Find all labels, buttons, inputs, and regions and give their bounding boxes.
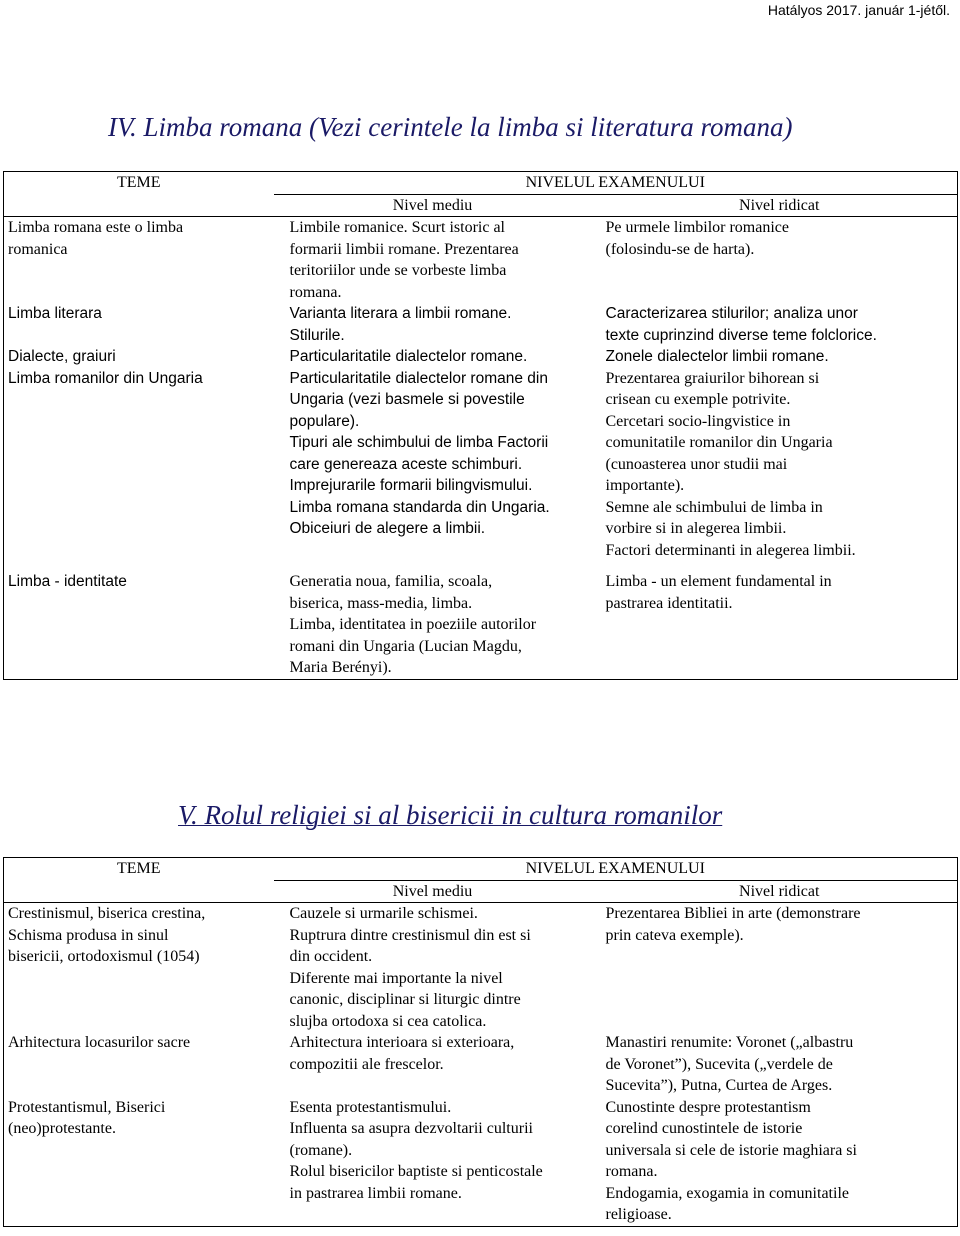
section-4-table (3, 171, 958, 680)
cell-line: Zonele dialectelor limbii romane. (605, 348, 829, 365)
col-header-themes: TEME (4, 172, 274, 195)
row-high (592, 346, 958, 368)
header-validity-note: Hatályos 2017. január 1-jétől. (767, 2, 950, 18)
cell-line: in pastrarea limbii romane. (289, 1184, 462, 1202)
cell-line: Tipuri ale schimbului de limba Factorii (289, 434, 549, 451)
col-header-themes: TEME (4, 858, 274, 881)
cell-line: Limba romana este o limba (8, 219, 184, 236)
cell-line: Manastiri renumite: Voronet („albastru (605, 1034, 854, 1051)
row-theme (4, 903, 274, 1033)
cell-line: Prezentarea Bibliei in arte (demonstrare (605, 905, 861, 922)
cell-line: Ungaria (vezi basmele si povestile (289, 391, 525, 408)
col-header-exam-level: NIVELUL EXAMENULUI (274, 858, 958, 881)
cell-line: Schisma produsa in sinul (8, 926, 169, 944)
cell-line: compozitii ale frescelor. (289, 1055, 444, 1073)
row-theme (4, 1097, 274, 1227)
cell-line: Obiceiuri de alegere a limbii. (289, 520, 486, 537)
cell-line: Limba - un element fundamental in (605, 573, 832, 590)
col-header-medium: Nivel mediu (274, 880, 592, 903)
row-medium (274, 346, 592, 368)
cell-line: slujba ortodoxa si cea catolica. (289, 1012, 487, 1030)
cell-line: Cauzele si urmarile schismei. (289, 905, 478, 922)
cell-line: Particularitatile dialectelor romane. (289, 348, 528, 365)
table-subheader-row (4, 194, 958, 217)
row-theme (4, 303, 274, 346)
cell-line: Prezentarea graiurilor bihorean si (605, 369, 820, 387)
cell-line: religioase. (605, 1206, 672, 1223)
cell-line: Arhitectura locasurilor sacre (8, 1034, 191, 1051)
cell-line: romana. (605, 1163, 658, 1180)
table-row (4, 346, 958, 368)
col-header-high: Nivel ridicat (592, 880, 958, 903)
table-row (4, 1097, 958, 1227)
row-medium (274, 1032, 592, 1097)
cell-line: Pe urmele limbilor romanice (605, 219, 789, 236)
cell-line: Limba literara (8, 305, 102, 322)
cell-line: Cercetari socio-lingvistice in (605, 412, 791, 430)
cell-line: Limba romanilor din Ungaria (8, 369, 203, 387)
section-5-table (3, 857, 958, 1227)
row-medium (274, 571, 592, 679)
cell-line: universala si cele de istorie maghiara si (605, 1141, 857, 1159)
section-4-title: IV. Limba romana (Vezi cerintele la limba si literatura romana) (108, 112, 793, 142)
table-row (4, 1032, 958, 1097)
cell-line: Limba romana standarda din Ungaria. (289, 498, 550, 516)
row-theme (4, 571, 274, 679)
cell-line: (neo)protestante. (8, 1120, 116, 1137)
table-row (4, 903, 958, 1033)
section-5-title: V. Rolul religiei si al bisericii in cultura romanilor (178, 800, 723, 830)
cell-line: formarii limbii romane. Prezentarea (289, 240, 519, 258)
cell-line: vorbire si in alegerea limbii. (605, 520, 787, 537)
cell-line: de Voronet”), Sucevita („verdele de (605, 1055, 833, 1073)
cell-line: Influenta sa asupra dezvoltarii culturii (289, 1120, 533, 1137)
cell-line: Maria Berényi). (289, 659, 392, 676)
cell-line: (cunoasterea unor studii mai (605, 455, 788, 473)
cell-line: romani din Ungaria (Lucian Magdu, (289, 637, 522, 655)
cell-line: Particularitatile dialectelor romane din (289, 369, 548, 387)
cell-line: din occident. (289, 948, 373, 965)
cell-line: romana. (289, 283, 342, 301)
row-high (592, 1032, 958, 1097)
table-row (4, 571, 958, 679)
row-medium (274, 303, 592, 346)
cell-line: care genereaza aceste schimburi. (289, 455, 523, 473)
cell-line: populare). (289, 412, 360, 430)
row-high (592, 903, 958, 1033)
cell-line: Ruptrura dintre crestinismul din est si (289, 926, 531, 944)
row-theme (4, 1032, 274, 1097)
cell-line: (folosindu-se de harta). (605, 240, 755, 258)
cell-line: Rolul bisericilor baptiste si penticostale (289, 1163, 543, 1180)
cell-line: romanica (8, 240, 68, 258)
cell-line: Generatia noua, familia, scoala, (289, 573, 493, 590)
col-header-high: Nivel ridicat (592, 194, 958, 217)
cell-line: prin cateva exemple). (605, 926, 744, 944)
cell-line: Crestinismul, biserica crestina, (8, 905, 206, 922)
row-high (592, 368, 958, 572)
row-medium (274, 903, 592, 1033)
table-row (4, 368, 958, 572)
row-high (592, 217, 958, 304)
cell-line: Factori determinanti in alegerea limbii. (605, 541, 856, 559)
row-high (592, 303, 958, 346)
cell-line: teritoriilor unde se vorbeste limba (289, 262, 507, 279)
table-header-row (4, 172, 958, 195)
cell-line: biserica, mass-media, limba. (289, 594, 473, 612)
cell-line: importante). (605, 477, 685, 494)
cell-line: (romane). (289, 1141, 353, 1159)
cell-line: Varianta literara a limbii romane. (289, 305, 512, 322)
cell-line: Dialecte, graiuri (8, 348, 116, 365)
cell-line: Limbile romanice. Scurt istoric al (289, 219, 505, 236)
cell-line: pastrarea identitatii. (605, 594, 733, 612)
cell-line: comunitatile romanilor din Ungaria (605, 434, 833, 451)
table-subheader-row (4, 880, 958, 903)
cell-line: Stilurile. (289, 326, 345, 344)
cell-line: Diferente mai importante la nivel (289, 969, 503, 987)
row-theme (4, 346, 274, 368)
row-theme (4, 368, 274, 572)
section-5-rows (4, 903, 958, 1227)
col-header-exam-level: NIVELUL EXAMENULUI (274, 172, 958, 195)
cell-line: Protestantismul, Biserici (8, 1098, 166, 1116)
col-header-medium: Nivel mediu (274, 194, 592, 217)
cell-line: Endogamia, exogamia in comunitatile (605, 1184, 849, 1202)
row-medium (274, 1097, 592, 1227)
row-theme (4, 217, 274, 304)
cell-line: Limba - identitate (8, 573, 127, 590)
row-high (592, 1097, 958, 1227)
cell-line: Esenta protestantismului. (289, 1098, 452, 1116)
row-medium (274, 217, 592, 304)
table-row (4, 303, 958, 346)
cell-line: canonic, disciplinar si liturgic dintre (289, 991, 521, 1008)
cell-line: crisean cu exemple potrivite. (605, 391, 791, 408)
table-row (4, 217, 958, 304)
cell-line: Cunostinte despre protestantism (605, 1098, 811, 1116)
cell-line: texte cuprinzind diverse teme folclorice. (605, 326, 877, 344)
table-header-row (4, 858, 958, 881)
cell-line: Limba, identitatea in poeziile autorilor (289, 616, 537, 633)
cell-line: Imprejurarile formarii bilingvismului. (289, 477, 533, 494)
cell-line: Caracterizarea stilurilor; analiza unor (605, 305, 858, 322)
row-high (592, 571, 958, 679)
row-medium (274, 368, 592, 572)
section-4-rows (4, 217, 958, 680)
cell-line: bisericii, ortodoxismul (1054) (8, 948, 200, 965)
cell-line: Semne ale schimbului de limba in (605, 498, 823, 516)
cell-line: corelind cunostintele de istorie (605, 1120, 803, 1137)
cell-line: Arhitectura interioara si exterioara, (289, 1034, 515, 1051)
cell-line: Sucevita”), Putna, Curtea de Arges. (605, 1077, 833, 1094)
